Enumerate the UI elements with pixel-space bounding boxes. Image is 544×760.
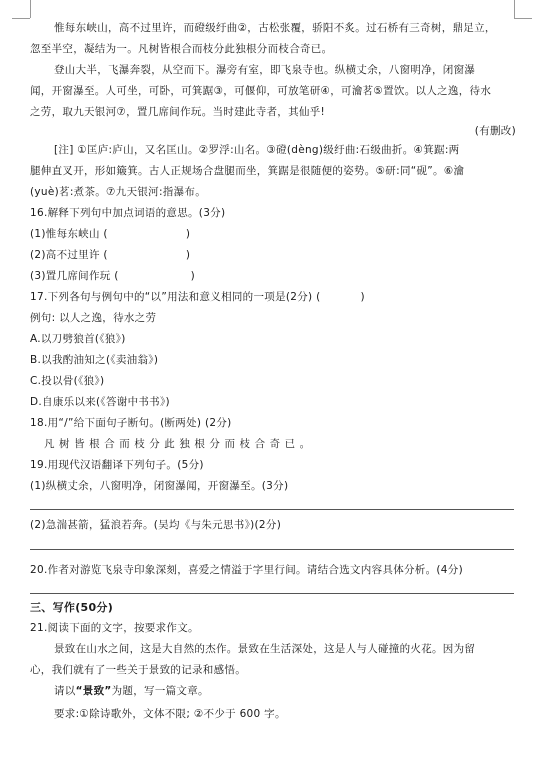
q18-sentence: 凡 树 皆 根 合 而 枝 分 此 独 根 分 而 枝 合 奇 已 。 (44, 438, 311, 450)
q16-item3 (30, 266, 516, 287)
q19-stem: 19.用现代汉语翻译下列句子。(5分) (30, 459, 204, 471)
q21-requirement: 要求:①除诗歌外，文体不限; ②不少于 600 字。 (54, 708, 286, 720)
q21-stem: 21.阅读下面的文字，按要求作文。 (30, 622, 199, 634)
q21-prompt (54, 681, 516, 702)
answer-line[interactable] (30, 509, 514, 510)
q18-stem: 18.用“/”给下面句子断句。(断两处) (2分) (30, 417, 232, 429)
q17-example: 例句: 以人之逸，待水之劳 (30, 312, 157, 324)
crop-mark-right (514, 0, 515, 18)
passage-p1-line2: 忽至半空，凝结为一。凡树皆根合而枝分此独根分而枝合奇已。 (30, 43, 333, 55)
q16-item2 (30, 245, 516, 266)
crop-mark-right-h (514, 18, 532, 19)
q16-stem: 16.解释下列句中加点词语的意思。(3分) (30, 207, 226, 219)
q19-sentence1: (1)纵横丈余，八窗明净，闭窗瀑闻，开窗瀑至。(3分) (30, 480, 289, 492)
answer-line[interactable] (30, 549, 514, 550)
q21-para1-line1: 景致在山水之间，这是大自然的杰作。景致在生活深处，这是人与人碰撞的火花。因为留 (54, 643, 476, 655)
q16-item2-close: ) (185, 249, 191, 261)
q20-stem: 20.作者对游览飞泉寺印象深刻，喜爱之情溢于字里行间。请结合选文内容具体分析。(4分) (30, 564, 463, 576)
q17-stem-close: ) (360, 291, 365, 303)
q17-stem-text: 17.下列各句与例句中的“以”用法和意义相同的一项是(2分) ( (30, 291, 321, 303)
q17-option-a: A.以刀劈狼首(《狼》) (30, 333, 126, 345)
q16-item1 (30, 224, 516, 245)
crop-mark-left (30, 0, 31, 18)
section-heading: 三、写作(50分) (30, 601, 114, 614)
passage-p2-line1: 登山大半，飞瀑奔裂，从空而下。瀑旁有室，即飞泉寺也。纵横丈余，八窗明净，闭窗瀑 (54, 64, 476, 76)
q19-sentence2: (2)急湍甚箭，猛浪若奔。(吴均《与朱元思书》)(2分) (30, 519, 282, 531)
notes-line2: 腿伸直叉开，形如簸箕。古人正规场合盘腿而坐，箕踞是很随便的姿势。⑤研:同“砚”。⑥瀹 (30, 165, 465, 177)
q16-item2-text: (2)高不过里许 ( (30, 249, 108, 261)
passage-source: (有删改) (474, 125, 516, 137)
answer-line[interactable] (30, 593, 514, 594)
q21-prompt-pre: 请以 (54, 685, 76, 697)
q17-option-d: D.自康乐以来(《答谢中书书》) (30, 396, 170, 408)
q21-prompt-title: “景致” (75, 685, 112, 697)
q16-item1-text: (1)惟每东峡山 ( (30, 228, 108, 240)
passage-p2-line3: 之劳，取九天银河⑦，置几席间作玩。当时建此寺者，其仙乎! (30, 106, 326, 118)
q16-item3-text: (3)置几席间作玩 ( (30, 270, 119, 282)
passage-p1-line1: 惟每东峡山，高不过里许，而磴级纡曲②，古松张覆，骄阳不炙。过石桥有三奇树，鼎足立， (54, 22, 496, 34)
q21-para1-line2: 心，我们就有了一些关于景致的记录和感悟。 (30, 664, 246, 676)
passage-p2-line2: 闻，开窗瀑至。人可坐，可卧，可箕踞③，可偃仰，可放笔研④，可瀹茗⑤置饮。以人之逸，待水 (30, 85, 492, 97)
q17-option-b: B.以我酌油知之(《卖油翁》) (30, 354, 159, 366)
q21-prompt-post: 为题，写一篇文章。 (111, 685, 209, 697)
notes-line1: [注] ①匡庐:庐山，又名匡山。②罗浮:山名。③磴(dèng)级纡曲:石级曲折。④箕踞:两 (54, 144, 460, 156)
q16-item3-close: ) (190, 270, 196, 282)
crop-mark-left-h (12, 18, 30, 19)
q17-stem (30, 287, 516, 308)
q17-option-c: C.投以骨(《狼》) (30, 375, 105, 387)
q16-item1-close: ) (185, 228, 191, 240)
notes-line3: (yuè)茗:煮茶。⑦九天银河:指瀑布。 (30, 186, 207, 198)
